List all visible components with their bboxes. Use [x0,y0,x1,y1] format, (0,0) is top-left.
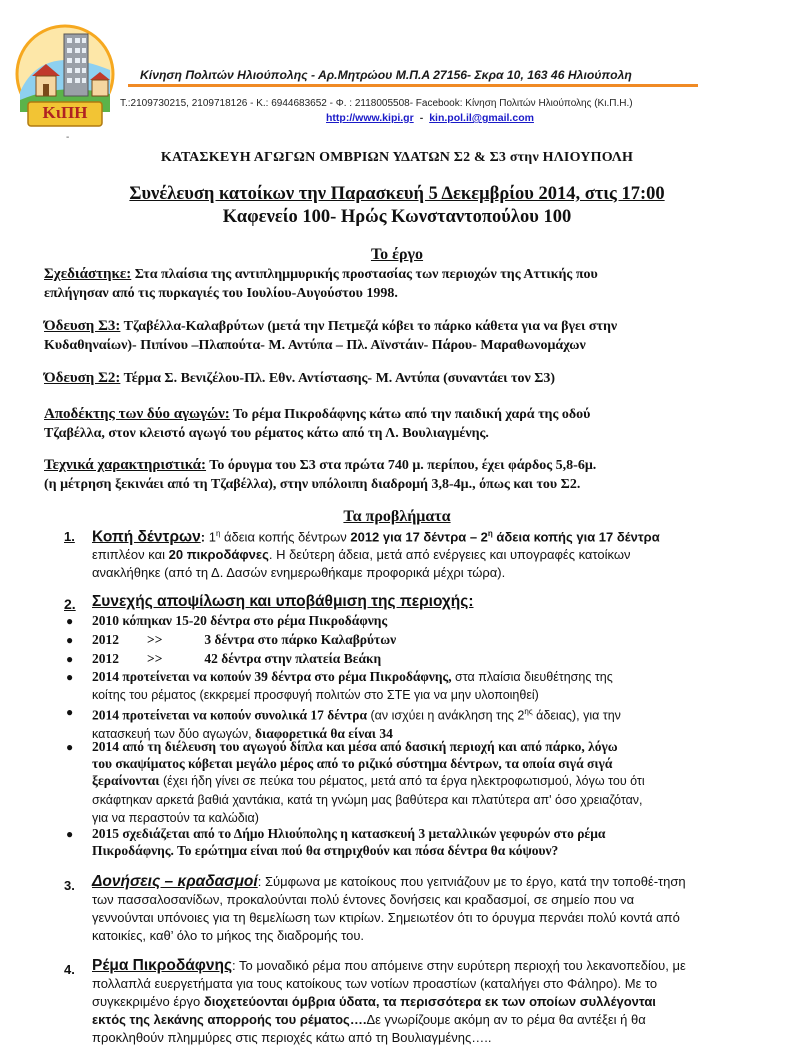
contact-info: T.:2109730215, 2109718126 - K.: 6944683652 - Φ. : 2118005508- Facebook: Κίνηση Πολιτών Ηλιούπολης (Κι.Π.Η.) [120,98,633,109]
list-item [92,668,760,704]
list-item [92,825,760,859]
bullet-2014c-line5: για να περαστούν τα καλώδια) [92,810,259,825]
problem-4-title: Ρέμα Πικροδάφνης [92,957,233,974]
problem-2-title: Συνεχής αποψίλωση και υποβάθμιση της περιοχής: [92,593,474,610]
problem-1-tree-cutting [92,525,760,582]
technical-text-1: Το όρυγμα του Σ3 στα πρώτα 740 μ. περίπου, έχει φάρδος 5,8-6μ. [206,458,597,473]
email-link[interactable]: kin.pol.il@gmail.com [429,112,534,124]
list-item [92,612,760,629]
document-title: ΚΑΤΑΣΚΕΥΗ ΑΓΩΓΩΝ ΟΜΒΡΙΩΝ ΥΔΑΤΩΝ Σ2 & Σ3 στην ΗΛΙΟΥΠΟΛΗ [160,150,634,165]
problem-4-line3a: συγκεκριμένο έργο [92,994,204,1009]
recipient-text-2: Τζαβέλλα, στον κλειστό αγωγό του ρέματος κάτω από τη Λ. Βουλιαγμένης. [44,426,489,441]
bullet-2012b-year: 2012 [92,651,119,666]
bullet-2012a-arrow: >> [147,632,163,647]
bullet-2012a-year: 2012 [92,632,119,647]
problem-4-number: 4. [64,962,75,977]
bullet-2014b-sup: ης [524,707,533,716]
bullet-icon: ● [66,740,74,754]
problem-4-line2: πολλαπλά ευεργετήματα για τους κατοίκους των νοτίων προαστίων (καταλήγει στο Φάληρο). Με το [92,976,658,991]
bullet-icon: ● [66,652,74,666]
recipient-text-1: Το ρέμα Πικροδάφνης κάτω από την παιδική χαρά της οδού [229,407,591,422]
route-s2-label: Όδευση Σ2: [44,370,121,386]
problem-1-colon: : [200,529,209,545]
list-item [92,650,760,667]
designed-text-1: Στα πλαίσια της αντιπλημμυρικής προστασίας των περιοχών της Αττικής που [131,267,598,282]
problem-4-stream [92,957,760,1047]
bullet-2014c-line4: σκάφτηκαν αρκετά βαθιά χαντάκια, κατά τη γνώμη μας βαθύτερα και πλατύτερα απ' όσο χρειαζόταν, [92,792,643,807]
route-s2-paragraph [44,369,756,388]
problem-3-line4: κατοικίες, καθ’ όλο το μήκος της διαδρομής του. [92,928,365,943]
bullet-2012b-arrow: >> [147,651,163,666]
bullet-2015-line1: 2015 σχεδιάζεται από το Δήμο Ηλιούπολης η κατασκευή 3 μεταλλικών γεφυρών στο ρέμα [92,826,606,841]
technical-text-2: (η μέτρηση ξεκινάει από τη Τζαβέλλα), στην υπόλοιπη διαδρομή 3,8-4μ., όπως και του Σ2. [44,477,581,492]
list-item [92,631,760,648]
recipient-label: Αποδέκτης των δύο αγωγών: [44,406,230,422]
organization-info: Κίνηση Πολιτών Ηλιούπολης - Αρ.Μητρώου Μ.Π.Α 27156- Σκρα 10, 163 46 Ηλιούπολη [140,68,632,82]
bullet-2015-line2: Πικροδάφνης. Το ερώτημα είναι πού θα στηριχθούν και πόσα δέντρα θα κόψουν? [92,843,559,859]
bullet-2012a-text: 3 δέντρα στο πάρκο Καλαβρύτων [204,632,397,647]
bullet-2010: 2010 κόπηκαν 15-20 δέντρα στο ρέμα Πικροδάφνης [92,613,388,628]
bullet-2014a-line2: κοίτης του ρέματος (εκκρεμεί προσφυγή πολιτών στο ΣΤΕ για να μην υλοποιηθεί) [92,688,539,703]
website-link[interactable]: http://www.kipi.gr [326,112,414,124]
technical-paragraph [44,456,756,494]
technical-label: Τεχνικά χαρακτηριστικά: [44,457,207,473]
bullet-2014c-line1: 2014 από τη διέλευση του αγωγού δίπλα και μέσα από δασική περιοχή και από πάρκο, λόγω [92,739,618,754]
problem-1-line2a: επιπλέον και [92,547,169,563]
problem-3-line2: των πασσαλοσανίδων, προκαλούνται πολύ έντονες δονήσεις και κραδασμοί, σε σημείο που να [92,892,635,907]
header-links [326,112,534,124]
problem-4-line4b: Δε γνωρίζουμε ακόμη αν το ρέμα θα αντέξει ή θα [366,1012,646,1027]
bullet-2014b-line2a: κατασκευή των δύο αγωγών, [92,726,256,741]
problem-4-line1: : Το μοναδικό ρέμα που απόμεινε στην ευρύτερη περιοχή του λεκανοπεδίου, με [232,958,686,973]
problem-1-line2c: . Η δεύτερη άδεια, μετά από ενέργειες και υπογραφές κατοίκων [268,547,631,563]
route-s3-text-2: Κυδαθηναίων)- Πιπίνου –Πλαπούτα- Μ. Αντύπα – Πλ. Αϊνστάιν- Πάρου- Μαραθωνομάχων [44,338,586,353]
link-separator: - [419,112,424,124]
bullet-icon: ● [66,670,74,684]
route-s3-text-1: Τζαβέλλα-Καλαβρύτων (μετά την Πετμεζά κόβει το πάρκο κάθετα για να βγει στην [120,319,618,334]
bullet-2014b-rest2: άδειας), για την [532,708,621,723]
list-item [92,738,760,827]
bullet-icon: ● [66,633,74,647]
problem-1-t2: άδεια κοπής δέντρων [220,529,351,545]
problem-2-heading [92,593,760,611]
bullet-2012b-text: 42 δέντρα στην πλατεία Βεάκη [204,651,382,666]
section-heading-problems: Τα προβλήματα [343,508,451,525]
bullet-2014c-line3a: ξεραίνονται [92,773,160,789]
designed-paragraph [44,265,756,303]
problem-1-line2b: 20 πικροδάφνες [168,547,269,563]
problem-4-line3b: διοχετεύονται όμβρια ύδατα, τα περισσότερα εκ των οποίων συλλέγονται [203,994,656,1009]
section-heading-project: Το έργο [370,246,424,263]
problem-3-colon: : [257,874,265,889]
problem-4-line5: προκληθούν πλημμύρες στις περιοχές κάτω από τη Βουλιαγμένης….. [92,1030,492,1045]
problem-1-sup2: η [487,529,493,538]
stray-dash: - [66,132,70,143]
bullet-2014b-line2b: διαφορετικά θα είναι 34 [255,725,393,741]
bullet-icon: ● [66,614,74,628]
bullet-icon: ● [66,827,74,841]
bullet-2014b-bold: 2014 προτείνεται να κοπούν συνολικά 17 δέντρα [92,707,368,723]
organization-logo [12,22,118,130]
route-s3-label: Όδευση Σ3: [44,318,121,334]
list-item [92,703,760,743]
problem-2-number: 2. [64,596,76,612]
problem-3-line3: γεννούνται υπόνοιες για τη θεμελίωση των κτιρίων. Σημειωτέον ότι το όρυγμα περνάει πολύ κοντά από [92,910,680,925]
header-divider [128,84,698,87]
bullet-2014b-rest: (αν ισχύει η ανάκληση της 2 [367,708,525,723]
designed-label: Σχεδιάστηκε: [44,266,132,282]
meeting-venue: Καφενείο 100- Ηρώς Κωνσταντοπούλου 100 [222,207,572,227]
problem-1-title: Κοπή δέντρων [92,528,201,546]
bullet-2014a-bold: 2014 προτείνεται να κοπούν 39 δέντρα στο ρέμα Πικροδάφνης, [92,669,452,684]
problem-3-title: Δονήσεις – κραδασμοί [92,873,258,890]
recipient-paragraph [44,405,756,443]
problem-3-vibrations [92,873,760,945]
route-s3-paragraph [44,317,756,355]
problem-1-b1: 2012 για 17 δέντρα – 2 [350,529,488,545]
problem-1-sup1: η [215,529,221,538]
bullet-2014a-rest: στα πλαίσια διευθέτησης της [451,670,613,684]
bullet-2014c-line2: του σκαψίματος κόβεται μεγάλο μέρος από το ριζικό σύστημα δέντρων, τα οποία σιγά σιγά [92,756,613,772]
problem-1-t1: 1 [208,529,216,545]
logo-text: ΚιΠΗ [42,103,88,122]
bullet-2014c-line3b: (έχει ήδη γίνει σε πεύκα του ρέματος, μετά από τα έργα ηλεκτροφωτισμού, λόγω του ότι [159,774,645,789]
problem-3-line1: Σύμφωνα με κατοίκους που γειτνιάζουν με το έργο, κατά την τοποθέ-τηση [264,874,686,889]
meeting-announcement: Συνέλευση κατοίκων την Παρασκευή 5 Δεκεμβρίου 2014, στις 17:00 [129,184,665,204]
route-s2-text: Τέρμα Σ. Βενιζέλου-Πλ. Εθν. Αντίστασης- Μ. Αντύπα (συναντάει τον Σ3) [120,371,556,386]
problem-4-line4a: εκτός της λεκάνης απορροής του ρέματος…. [92,1012,367,1027]
problem-1-b2: άδεια κοπής για 17 δέντρα [492,529,660,545]
problem-1-line3: ανακλήθηκε (από τη Δ. Δασών ενημερωθήκαμε προφορικά μέχρι τώρα). [92,565,506,581]
bullet-icon: ● [66,705,74,719]
problem-1-number: 1. [64,529,75,544]
problem-3-number: 3. [64,878,75,893]
designed-text-2: επλήγησαν από τις πυρκαγιές του Ιουλίου-Αυγούστου 1998. [44,286,398,301]
